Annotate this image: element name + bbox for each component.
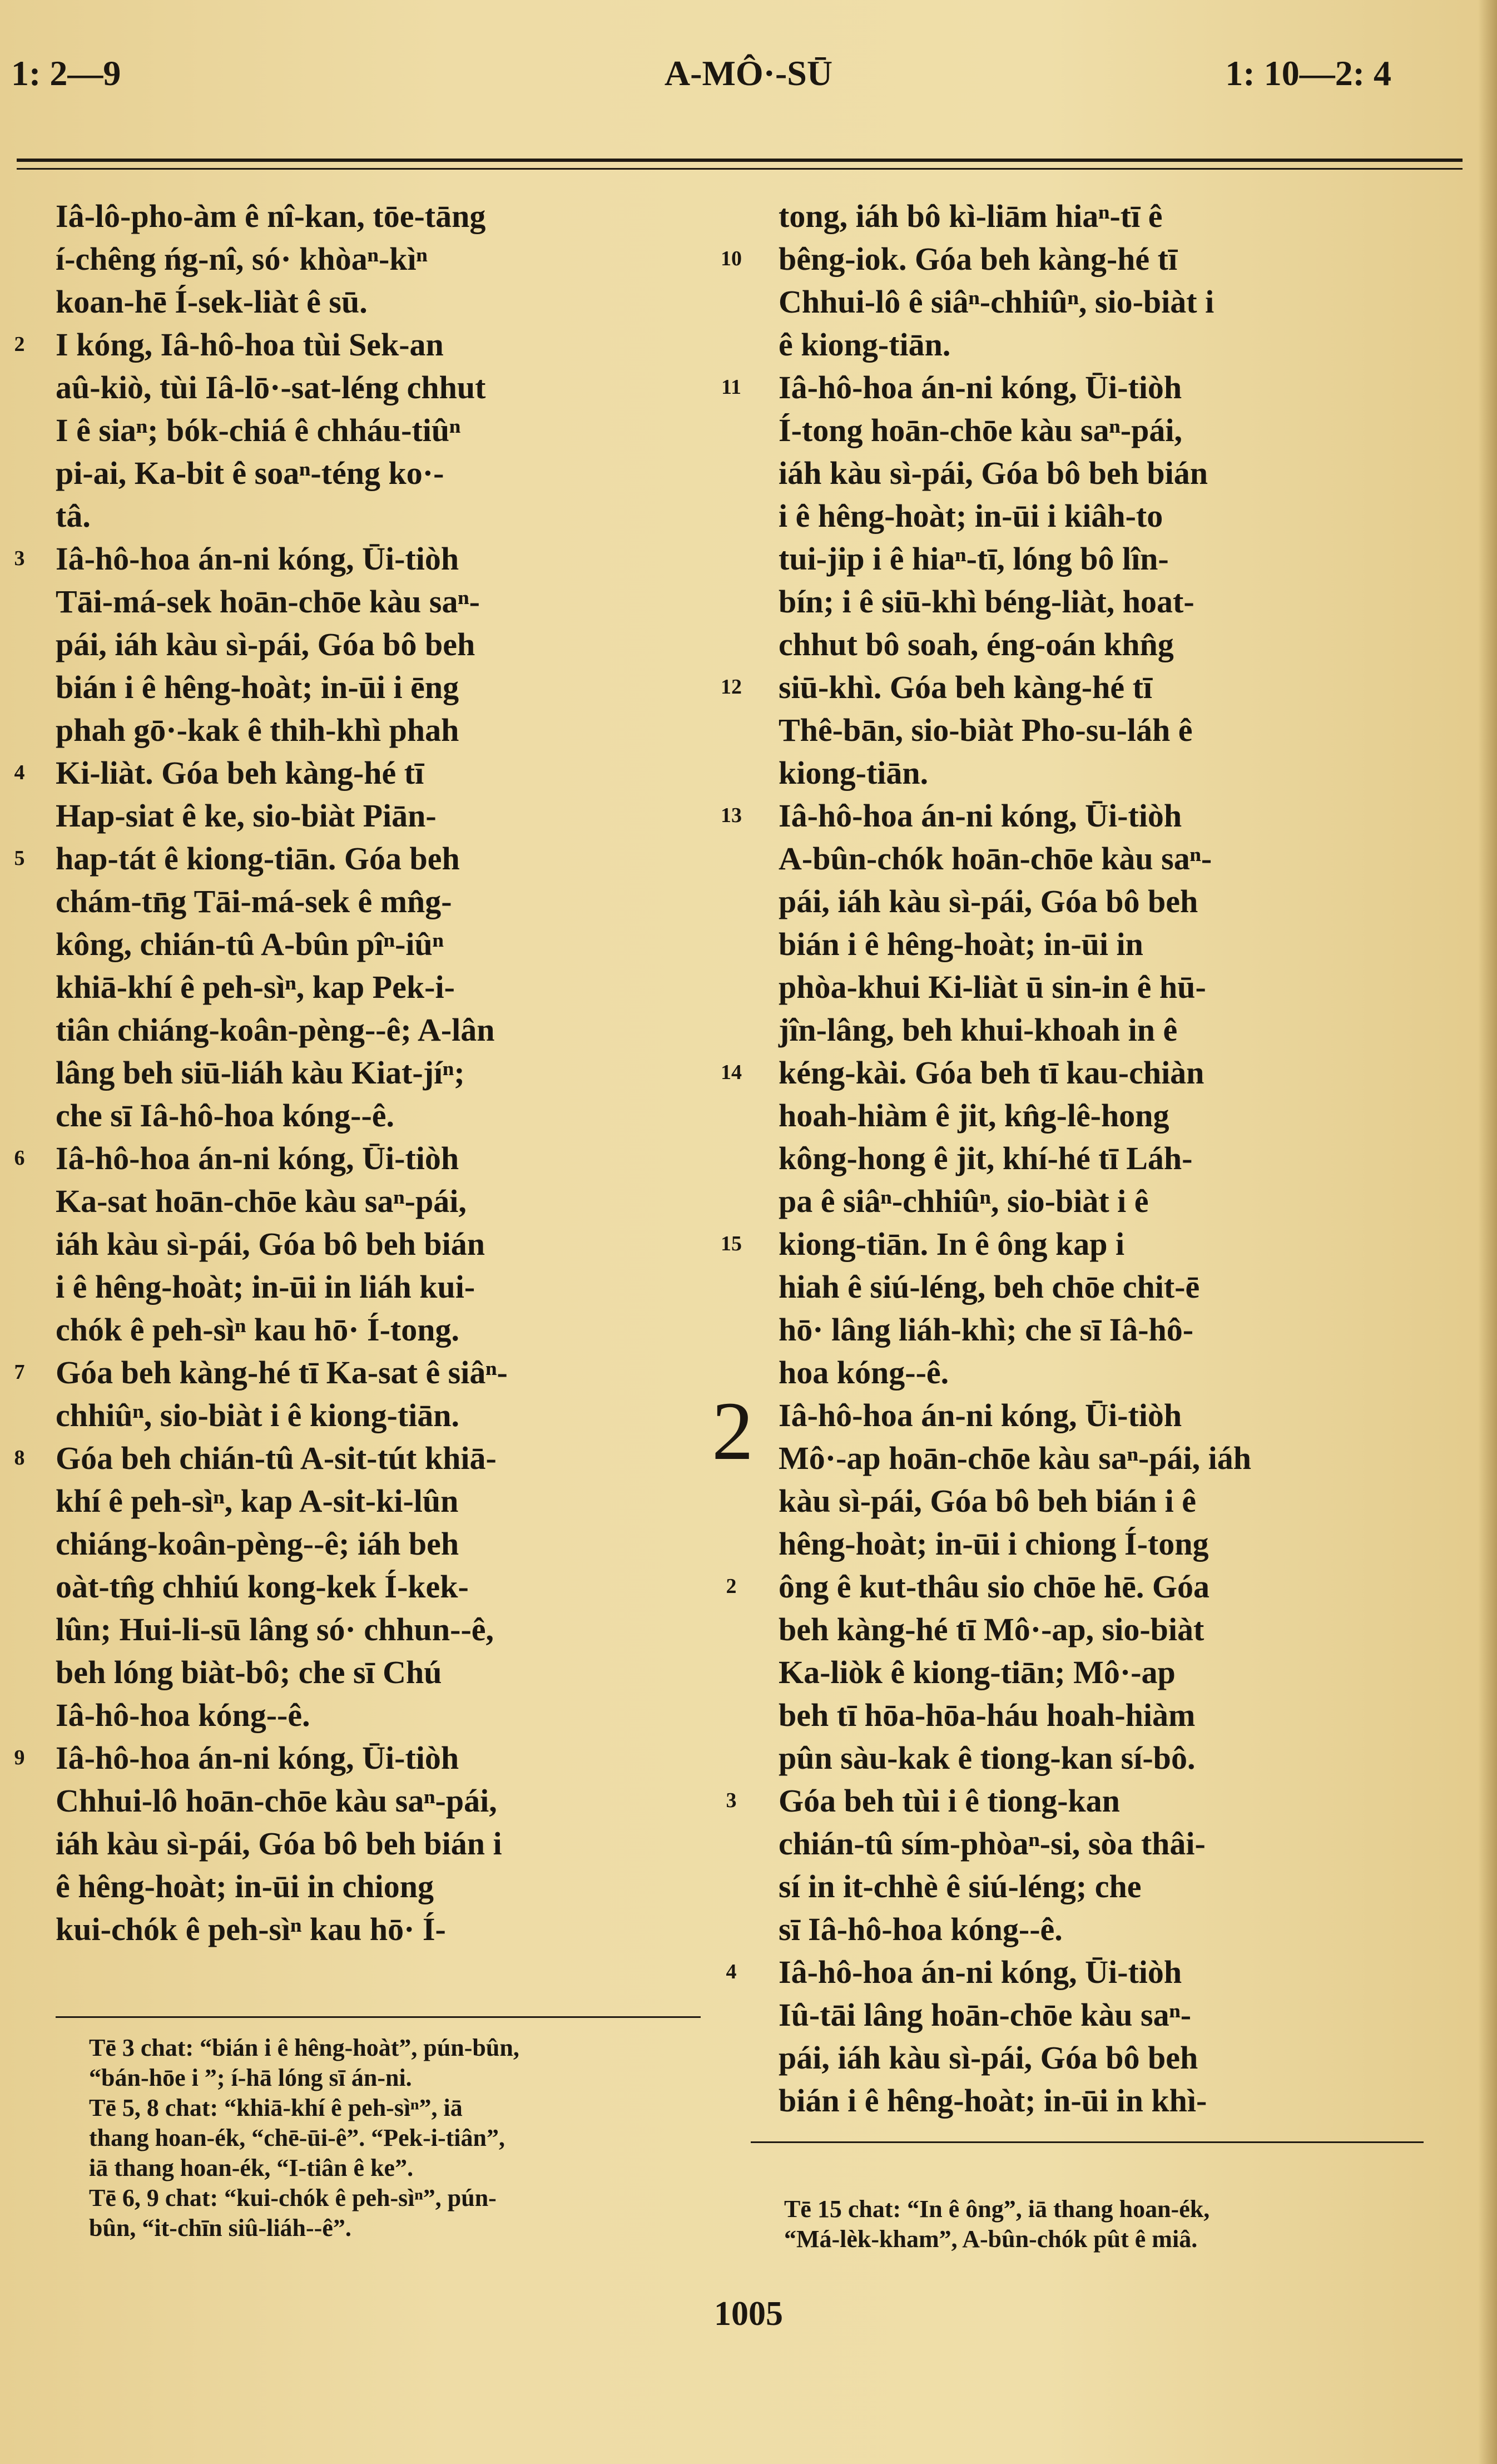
verse-text: iáh kàu sì-pái, Góa bô beh bián (779, 455, 1208, 491)
left-column-line (56, 923, 703, 966)
verse-text: Mô·-ap hoān-chōe kàu saⁿ-pái, iáh (779, 1440, 1252, 1476)
verse-text: tâ. (56, 498, 91, 534)
verse-text: chók ê peh-sìⁿ kau hō· Í-tong. (56, 1312, 459, 1348)
verse-text: hoah-hiàm ê jit, kn̂g-lê-hong (779, 1097, 1169, 1134)
right-column-line (779, 966, 1424, 1008)
right-column-line (779, 1308, 1424, 1351)
verse-number: 11 (721, 375, 741, 399)
verse-text: Iâ-hô-hoa án-ni kóng, Ūi-tiòh (779, 1397, 1182, 1433)
left-column-line (56, 1565, 703, 1608)
left-column-line (56, 1522, 703, 1565)
left-column-line (56, 1779, 703, 1822)
verse-text: chám-tn̄g Tāi-má-sek ê mn̂g- (56, 883, 452, 919)
left-column-line (56, 1180, 703, 1223)
verse-text: kiong-tiān. (779, 755, 929, 791)
verse-number: 13 (721, 804, 742, 827)
verse-text: kông, chián-tû A-bûn pîⁿ-iûⁿ (56, 926, 444, 962)
verse-number: 4 (726, 1960, 737, 1983)
left-column-line (14, 323, 703, 366)
verse-number: 3 (14, 547, 25, 570)
header-right-reference: 1: 10—2: 4 (1225, 53, 1391, 93)
left-column-line (56, 1865, 703, 1908)
right-column-line (779, 1137, 1424, 1180)
right-column-line (779, 1865, 1424, 1908)
verse-text: Ka-liòk ê kiong-tiān; Mô·-ap (779, 1654, 1176, 1690)
verse-text: lâng beh siū-liáh kàu Kiat-jíⁿ; (56, 1055, 465, 1091)
verse-text: khiā-khí ê peh-sìⁿ, kap Pek-i- (56, 969, 455, 1005)
verse-number: 3 (726, 1789, 737, 1812)
verse-text: pái, iáh kàu sì-pái, Góa bô beh (779, 883, 1198, 919)
right-column-line (779, 709, 1424, 751)
right-footnote-rule (751, 2141, 1424, 2143)
footnote-line: thang hoan-ék, “chē-ūi-ê”. “Pek-i-tiân”, (89, 2124, 505, 2151)
left-column-line (14, 751, 703, 794)
verse-text: hap-tát ê kiong-tiān. Góa beh (56, 840, 460, 877)
left-column-line (56, 409, 703, 452)
verse-text: beh kàng-hé tī Mô·-ap, sio-biàt (779, 1611, 1204, 1647)
verse-text: Iû-tāi lâng hoān-chōe kàu saⁿ- (779, 1997, 1192, 2033)
verse-text: Iâ-hô-hoa kóng--ê. (56, 1697, 310, 1733)
verse-text: chián-tû sím-phòaⁿ-si, sòa thâi- (779, 1825, 1206, 1862)
left-column-line (56, 1694, 703, 1736)
right-column-line (779, 1480, 1424, 1522)
left-column-line (56, 794, 703, 837)
verse-text: Tāi-má-sek hoān-chōe kàu saⁿ- (56, 583, 480, 620)
verse-number: 4 (14, 761, 25, 784)
left-column-line (56, 709, 703, 751)
verse-number: 6 (14, 1146, 25, 1170)
left-column-line (56, 195, 703, 238)
left-column-line (56, 1265, 703, 1308)
verse-text: tong, iáh bô kì-liām hiaⁿ-tī ê (779, 198, 1163, 234)
verse-text: tui-jip i ê hiaⁿ-tī, lóng bô lîn- (779, 541, 1169, 577)
left-column-line (14, 837, 703, 880)
right-column-line (779, 1351, 1424, 1394)
left-column-line (56, 494, 703, 537)
verse-text: ê hêng-hoàt; in-ūi in chiong (56, 1868, 434, 1904)
left-column-line (56, 452, 703, 494)
left-column-line (14, 1137, 703, 1180)
verse-text: ông ê kut-thâu sio chōe hē. Góa (779, 1569, 1210, 1605)
left-column-line (56, 1051, 703, 1094)
verse-number: 10 (721, 247, 742, 270)
verse-text: kui-chók ê peh-sìⁿ kau hō· Í- (56, 1911, 446, 1947)
left-column-line (56, 666, 703, 709)
verse-text: hiah ê siú-léng, beh chōe chit-ē (779, 1269, 1200, 1305)
page-edge-shadow (1478, 0, 1497, 2464)
right-column-line (779, 1651, 1424, 1694)
left-column-line (56, 1822, 703, 1865)
verse-text: beh tī hōa-hōa-háu hoah-hiàm (779, 1697, 1196, 1733)
verse-text: A-bûn-chók hoān-chōe kàu saⁿ- (779, 840, 1212, 877)
verse-text: kông-hong ê jit, khí-hé tī Láh- (779, 1140, 1193, 1176)
verse-text: hoa kóng--ê. (779, 1354, 949, 1391)
right-column-line (779, 751, 1424, 794)
verse-text: beh lóng biàt-bô; che sī Chú (56, 1654, 442, 1690)
verse-text: che sī Iâ-hô-hoa kóng--ê. (56, 1097, 395, 1134)
verse-text: phòa-khui Ki-liàt ū sin-in ê hū- (779, 969, 1206, 1005)
verse-text: Thê-bān, sio-biàt Pho-su-láh ê (779, 712, 1193, 748)
right-column-line (779, 494, 1424, 537)
verse-text: tiân chiáng-koân-pèng--ê; A-lân (56, 1012, 495, 1048)
verse-text: pái, iáh kàu sì-pái, Góa bô beh (779, 2040, 1198, 2076)
footnote-line: bûn, “it-chīn siû-liáh--ê”. (89, 2214, 351, 2242)
verse-text: Góa beh chián-tû A-sit-tút khiā- (56, 1440, 497, 1476)
footnote-line: Tē 6, 9 chat: “kui-chók ê peh-sìⁿ”, pún- (89, 2184, 497, 2211)
verse-text: Chhui-lô hoān-chōe kàu saⁿ-pái, (56, 1783, 497, 1819)
left-column-line (56, 366, 703, 409)
right-column-line (721, 794, 1424, 837)
left-column-line (56, 1480, 703, 1522)
footnote-line: iā thang hoan-ék, “I-tiân ê ke”. (89, 2154, 414, 2181)
right-column-line (779, 1008, 1424, 1051)
left-column-line (56, 1908, 703, 1951)
left-column-line (56, 238, 703, 280)
right-column-line (779, 1736, 1424, 1779)
verse-text: bián i ê hêng-hoàt; in-ūi in khì- (779, 2082, 1207, 2119)
right-column-line (721, 366, 1424, 409)
verse-text: pái, iáh kàu sì-pái, Góa bô beh (56, 626, 475, 662)
right-footnotes (784, 2194, 1451, 2254)
verse-text: bêng-iok. Góa beh kàng-hé tī (779, 241, 1178, 277)
left-column-line (56, 623, 703, 666)
right-column-line (779, 323, 1424, 366)
right-column-line (721, 1051, 1424, 1094)
verse-number: 5 (14, 847, 25, 870)
right-column-line (779, 1694, 1424, 1736)
right-column-line (721, 1223, 1424, 1265)
verse-text: chiáng-koân-pèng--ê; iáh beh (56, 1526, 459, 1562)
verse-text: í-chêng ńg-nî, só· khòaⁿ-kìⁿ (56, 241, 428, 277)
right-column-line (779, 880, 1424, 923)
right-column-line (779, 1094, 1424, 1137)
right-column-line (779, 580, 1424, 623)
header-book-title: A-MÔ·-SŪ (664, 53, 833, 93)
verse-text: koan-hē Í-sek-liàt ê sū. (56, 284, 368, 320)
verse-text: iáh kàu sì-pái, Góa bô beh bián (56, 1226, 485, 1262)
left-column-line (14, 1351, 703, 1394)
verse-text: i ê hêng-hoàt; in-ūi i kiâh-to (779, 498, 1163, 534)
verse-text: sī Iâ-hô-hoa kóng--ê. (779, 1911, 1063, 1947)
verse-text: chhiûⁿ, sio-biàt i ê kiong-tiān. (56, 1397, 459, 1433)
verse-text: I kóng, Iâ-hô-hoa tùi Sek-an (56, 326, 444, 363)
right-column-line (779, 195, 1424, 238)
left-column-line (14, 1437, 703, 1480)
left-text-column (14, 195, 703, 1951)
right-column-line (726, 1779, 1424, 1822)
verse-text: iáh kàu sì-pái, Góa bô beh bián i (56, 1825, 502, 1862)
running-header (0, 53, 1497, 108)
verse-text: bián i ê hêng-hoàt; in-ūi in (779, 926, 1143, 962)
verse-text: ê kiong-tiān. (779, 326, 951, 363)
verse-text: chhut bô soah, éng-oán khn̂g (779, 626, 1174, 662)
right-column-line (779, 452, 1424, 494)
right-column-line (779, 923, 1424, 966)
verse-text: pûn sàu-kak ê tiong-kan sí-bô. (779, 1740, 1196, 1776)
left-column-line (56, 580, 703, 623)
left-column-line (56, 1223, 703, 1265)
left-column-line (56, 966, 703, 1008)
verse-text: Ki-liàt. Góa beh kàng-hé tī (56, 755, 424, 791)
header-rule-thick (17, 159, 1463, 162)
footnote-line: Tē 15 chat: “In ê ông”, iā thang hoan-ék, (784, 2195, 1210, 2223)
verse-text: jîn-lâng, beh khui-khoah in ê (779, 1012, 1178, 1048)
footnote-line: Tē 3 chat: “bián i ê hêng-hoàt”, pún-bûn, (89, 2034, 519, 2061)
verse-text: Iâ-hô-hoa án-ni kóng, Ūi-tiòh (56, 1140, 459, 1176)
verse-text: Iâ-lô-pho-àm ê nî-kan, tōe-tāng (56, 198, 486, 234)
verse-text: I ê siaⁿ; bók-chiá ê chháu-tiûⁿ (56, 412, 461, 448)
right-column-line (779, 1180, 1424, 1223)
verse-text: i ê hêng-hoàt; in-ūi in liáh kui- (56, 1269, 475, 1305)
page-number: 1005 (714, 2295, 783, 2333)
verse-number: 15 (721, 1232, 742, 1255)
left-column-line (56, 1394, 703, 1437)
verse-text: phah gō·-kak ê thih-khì phah (56, 712, 459, 748)
verse-number: 7 (14, 1360, 25, 1384)
verse-text: pa ê siâⁿ-chhiûⁿ, sio-biàt i ê (779, 1183, 1149, 1219)
verse-number: 2 (726, 1575, 737, 1598)
verse-text: Iâ-hô-hoa án-ni kóng, Ūi-tiòh (779, 1954, 1182, 1990)
left-column-line (56, 1094, 703, 1137)
verse-text: Iâ-hô-hoa án-ni kóng, Ūi-tiòh (779, 798, 1182, 834)
verse-number: 2 (14, 333, 25, 356)
right-column-line (726, 1565, 1424, 1608)
right-column-line (779, 2079, 1424, 2122)
verse-text: Hap-siat ê ke, sio-biàt Piān- (56, 798, 437, 834)
right-column-line (779, 1608, 1424, 1651)
right-column-line (779, 1265, 1424, 1308)
header-rule-thin (17, 168, 1463, 170)
verse-text: oàt-tn̂g chhiú kong-kek Í-kek- (56, 1569, 469, 1605)
right-column-line (779, 1522, 1424, 1565)
verse-text: Góa beh tùi i ê tiong-kan (779, 1783, 1120, 1819)
left-column-line (56, 1308, 703, 1351)
verse-number: 12 (721, 675, 742, 699)
verse-text: kéng-kài. Góa beh tī kau-chiàn (779, 1055, 1204, 1091)
right-column-line (721, 238, 1424, 280)
left-column-line (56, 280, 703, 323)
left-column-line (14, 537, 703, 580)
left-column-line (56, 880, 703, 923)
header-left-reference: 1: 2—9 (11, 53, 121, 93)
verse-text: lûn; Hui-li-sū lâng só· chhun--ê, (56, 1611, 494, 1647)
verse-text: Ka-sat hoān-chōe kàu saⁿ-pái, (56, 1183, 467, 1219)
left-footnotes (89, 2033, 717, 2243)
verse-number: 14 (721, 1061, 742, 1084)
right-column-line (779, 623, 1424, 666)
right-column-line (721, 666, 1424, 709)
right-column-line (779, 409, 1424, 452)
verse-text: kàu sì-pái, Góa bô beh bián i ê (779, 1483, 1196, 1519)
right-column-line (779, 1908, 1424, 1951)
verse-text: pi-ai, Ka-bit ê soaⁿ-téng ko·- (56, 455, 444, 491)
right-column-line (779, 2036, 1424, 2079)
left-column-line (56, 1008, 703, 1051)
verse-text: Chhui-lô ê siâⁿ-chhiûⁿ, sio-biàt i (779, 284, 1215, 320)
verse-text: hêng-hoàt; in-ūi i chiong Í-tong (779, 1526, 1209, 1562)
verse-text: Í-tong hoān-chōe kàu saⁿ-pái, (779, 412, 1182, 448)
left-column-line (14, 1736, 703, 1779)
verse-text: bín; i ê siū-khì béng-liàt, hoat- (779, 583, 1194, 620)
right-column-line (779, 537, 1424, 580)
verse-number: 9 (14, 1746, 25, 1769)
verse-number: 8 (14, 1446, 25, 1470)
verse-text: bián i ê hêng-hoàt; in-ūi i ēng (56, 669, 459, 705)
left-column-line (56, 1608, 703, 1651)
verse-text: Iâ-hô-hoa án-ni kóng, Ūi-tiòh (56, 1740, 459, 1776)
verse-text: sí in it-chhè ê siú-léng; che (779, 1868, 1142, 1904)
right-column-line (726, 1951, 1424, 1993)
footnote-line: “Má-lèk-kham”, A-bûn-chók pût ê miâ. (784, 2225, 1198, 2253)
right-column-line (779, 837, 1424, 880)
right-column-line (779, 1437, 1424, 1480)
right-column-line (779, 280, 1424, 323)
verse-text: kiong-tiān. In ê ông kap i (779, 1226, 1125, 1262)
right-column-line (779, 1822, 1424, 1865)
verse-text: Iâ-hô-hoa án-ni kóng, Ūi-tiòh (56, 541, 459, 577)
footnote-line: Tē 5, 8 chat: “khiā-khí ê peh-sìⁿ”, iā (89, 2094, 463, 2121)
verse-text: siū-khì. Góa beh kàng-hé tī (779, 669, 1153, 705)
verse-text: Iâ-hô-hoa án-ni kóng, Ūi-tiòh (779, 369, 1182, 405)
verse-text: Góa beh kàng-hé tī Ka-sat ê siâⁿ- (56, 1354, 508, 1391)
left-column-line (56, 1651, 703, 1694)
left-footnote-rule (56, 2016, 701, 2018)
footnote-line: “bán-hōe i ”; í-hā lóng sī án-ni. (89, 2064, 412, 2091)
verse-text: hō· lâng liáh-khì; che sī Iâ-hô- (779, 1312, 1194, 1348)
right-column-line (779, 1993, 1424, 2036)
verse-text: aû-kiò, tùi Iâ-lō·-sat-léng chhut (56, 369, 486, 405)
right-text-column (712, 195, 1424, 2122)
verse-text: khí ê peh-sìⁿ, kap A-sit-ki-lûn (56, 1483, 459, 1519)
chapter-number: 2 (712, 1385, 754, 1477)
